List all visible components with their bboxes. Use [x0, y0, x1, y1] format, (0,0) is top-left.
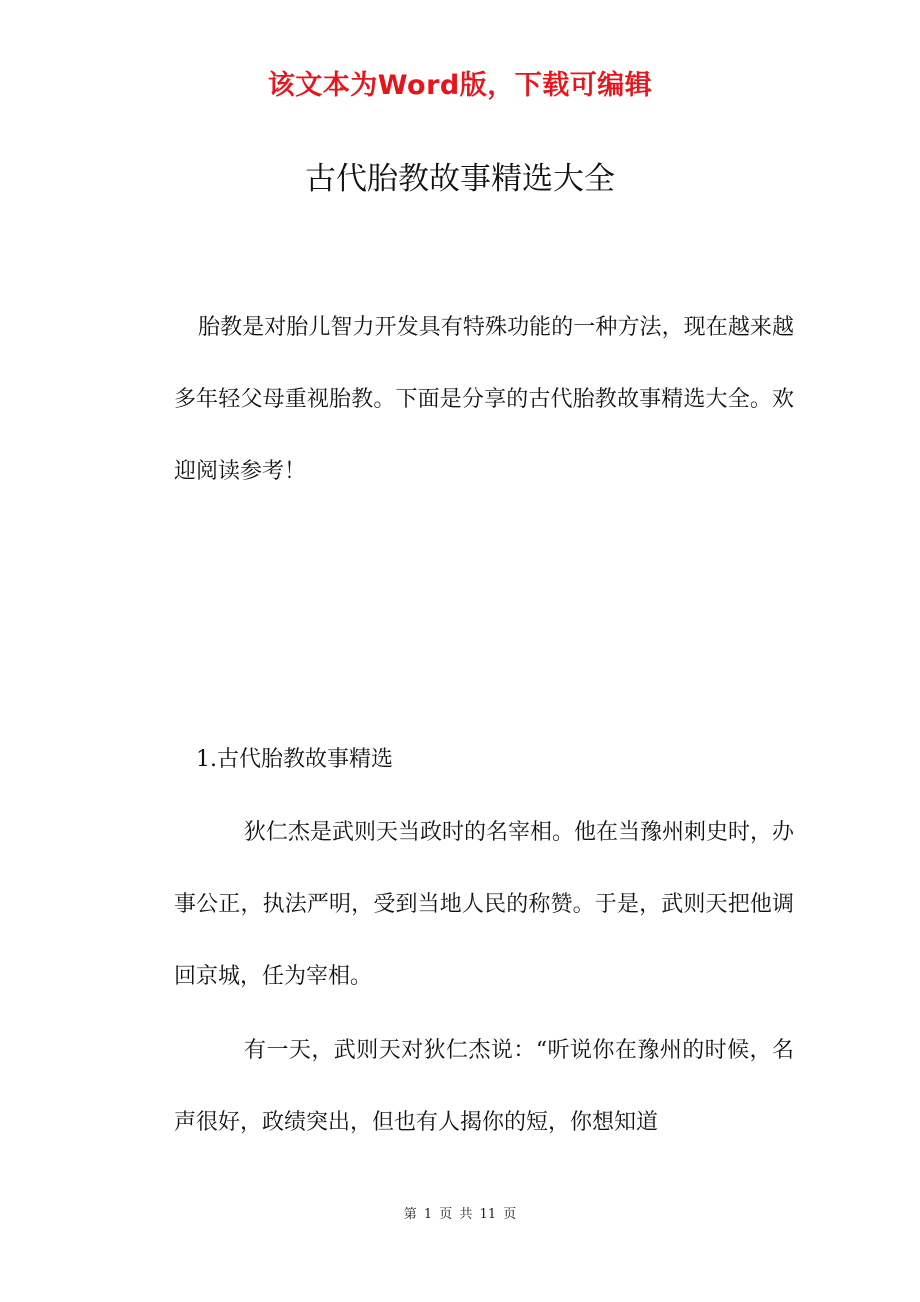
intro-paragraph: 胎教是对胎儿智力开发具有特殊功能的一种方法，现在越来越多年轻父母重视胎教。下面是分享的古代胎教故事精选大全。欢迎阅读参考！ [174, 315, 794, 484]
word-version-banner: 该文本为Word版，下载可编辑 [267, 70, 653, 101]
section-heading: 1.古代胎教故事精选 [196, 747, 393, 772]
story-paragraph: 有一天，武则天对狄仁杰说：“听说你在豫州的时候，名声很好，政绩突出，但也有人揭你的短，你想知道 [174, 1038, 794, 1135]
page-number-footer: 第 1 页 共 11 页 [403, 1207, 517, 1222]
document-title: 古代胎教故事精选大全 [305, 161, 615, 197]
story-paragraph: 狄仁杰是武则天当政时的名宰相。他在当豫州刺史时，办事公正，执法严明，受到当地人民的称赞。于是，武则天把他调回京城，任为宰相。 [174, 820, 795, 989]
